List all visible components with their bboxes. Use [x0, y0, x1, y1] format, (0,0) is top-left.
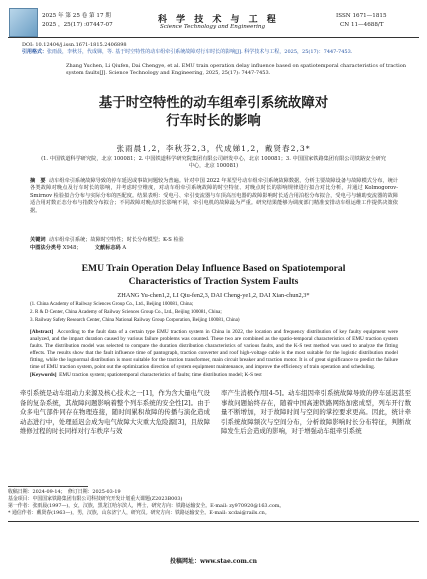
- en-keywords-text: EMU traction system; spatiotemporal characteristics of faults; time distribution model; K-S test: [59, 372, 262, 378]
- footnote-fund: 基金项目：中国国家铁路集团有限公司科技研究开发计划重大课题(Z2023B003): [8, 496, 183, 502]
- header-rule: [8, 37, 419, 38]
- cn-classification: [30, 245, 398, 252]
- en-keywords: [30, 372, 398, 379]
- footnote-received: 收稿日期：2024-09-14； 修订日期：2025-03-19: [8, 489, 121, 495]
- volume-line: 2025 年 第 25 卷 第 17 期: [42, 13, 111, 19]
- en-authors: ZHANG Yu-chen1,2, LI Qiu-fen2,3, DAI Cheng-ye1,2, DAI Xian-chun2,3*: [117, 292, 310, 299]
- doi[interactable]: DOI: 10.12404/j.issn.1671-1815.2406898: [22, 42, 127, 48]
- journal-title-en: Science Technology and Engineering: [160, 24, 266, 30]
- citation-cn: [22, 49, 417, 56]
- en-abstract: [30, 329, 398, 372]
- en-affiliation-2: 2. R & D Center, China Academy of Railway Sciences Group Co., Ltd., Beijing 100081, China;: [30, 310, 222, 315]
- submission-url[interactable]: 投稿网址：www.stae.com.cn: [169, 558, 258, 565]
- cn-title-line2: 行车时长的影响: [166, 113, 261, 129]
- body-left-column: 牵引系统是动车组动力来源及核心技术之一[1]，作为含大量电气设备的复杂系统，其故障问题影响着整个列车系统的安全性[2]。由于众多电气部件同存在物理连接，随时间累积故障的传播与演化造成动态进行中，处理延迟会成为电气故障大灾重大危险源[3]，且故障维修过程的时长同样对行车秩序与效: [20, 389, 210, 436]
- cn-number: CN 11—4688/T: [340, 22, 384, 28]
- cn-affiliations: (1. 中国铁道科学研究院，北京 100081；2. 中国铁道科学研究院集团有限公司研发中心，北京 100081；3. 中国国家铁路集团有限公司铁路安全研究中心，北京 100081): [41, 156, 386, 169]
- en-abstract-text: According to the fault data of a certain type EMU traction system in China in 2022, the location and frequency distribution of key faulty equipment were analyzed, and the impact duration caused by various failure problems was counted. These two are combined as the spatio-temporal characteristics of EMU traction system faults. The distribution model was selected to compare the duration distribution characteristics of various faults, and the K-S test method was used to analyze the fitting effects. The results show that the fault influence time of pantograph, traction converter and roof high-voltage cable is the most suitable for the logistic distribution model fitting, while the lognormal distribution is most suitable for the traction transformer, main circuit breaker and traction motor. It is of great significance to predict the failure time of EMU traction system, point out the optimization direction of system equipment maintenance, and improve the efficiency of train operation and scheduling.: [30, 329, 398, 371]
- journal-title: 科 学 技 术 与 工 程: [158, 15, 279, 25]
- clc-value: X948；: [62, 245, 82, 251]
- cn-keywords: [30, 237, 398, 244]
- doc-code-value: A: [122, 245, 127, 251]
- body-right-column: 率产生消极作用[4-5]。动车组因牵引系统故障导致的停车延迟甚至事故问题始终存在，随着中国高速铁路网络加密成型，列车开行数量不断增加，对于故障时间与空间的掌控要求更高。因此，统计牵引系统故障频次与空间分布，分析故障影响时长分布特征，判断故障发生后会造成的影响，对于增强动车组牵引系统: [221, 389, 411, 436]
- date-line: 2025 ，25(17) :07447-07: [42, 22, 113, 28]
- citation-en: Zhang Yuchen, Li Qiufen, Dai Chengye, et al. EMU train operation delay influence based on spatiotemporal characteristics of traction system faults[J]. Science Technology and Engineering, 2025, 25(17): 7447-7453.: [66, 63, 406, 76]
- citation-label: 引用格式：: [22, 49, 48, 55]
- journal-cover-thumbnail: [9, 8, 38, 37]
- cn-authors: 张雨晨1,2，李秋芬2,3，代成娣1,2，戴贤春2,3*: [116, 144, 311, 153]
- clc-label: 中图法分类号: [30, 245, 62, 251]
- footnote-first-author: 第一作者：张雨晨(1997—)，女，汉族，黑龙江哈尔滨人，博士，研究方向：铁路运输安全。E-mail: zy970920@163.com。: [8, 503, 285, 509]
- cn-abstract-label: 摘 要: [30, 178, 46, 184]
- en-abstract-label: [Abstract]: [30, 329, 54, 335]
- cn-keywords-label: 关键词: [30, 237, 46, 243]
- en-affiliation-3: 3. Railway Safety Research Center, China National Railway Group Corporation, Beijing 100081, China): [30, 318, 240, 323]
- doc-code-label: 文献标志码: [94, 245, 121, 251]
- en-title-line1: EMU Train Operation Delay Influence Based on Spatiotemporal: [81, 263, 346, 274]
- en-keywords-label: [Keywords]: [30, 372, 57, 378]
- cn-title-line1: 基于时空特性的动车组牵引系统故障对: [98, 95, 329, 111]
- cn-keywords-text: 动车组牵引系统；故障时空特性；时长分布模型；K-S 检验: [48, 237, 184, 243]
- citation-cn-text: 张雨晨，李秋芬，代成娣，等. 基于时空特性的动车组牵引系统故障对行车时长的影响[J]. 科学技术与工程，2025，25(17)：7447-7453.: [47, 49, 353, 55]
- issn: ISSN 1671—1815: [336, 13, 387, 19]
- footnote-corresponding-author: * 通信作者：戴贤春(1963—)，男，汉族，山东济宁人，研究员。研究方向：铁路运输安全。E-mail: xcdai@rails.cn。: [8, 510, 270, 516]
- footnote-rule: [8, 486, 88, 487]
- cn-abstract-text: 动车组牵引系统故障导致的停车延迟或事故问题较为普遍。针对中国 2022 年某型号动车组牵引系统故障数据，分析主要故障设备与故障模式分布，统计各类故障对晚点及行车时长的影响，并考虑时空维度，对动车组牵引系统故障的时空特征、对晚点时长的影响规律进行拟合对比分析，并通过 Kolmogorov-Smirnov 检验拟合分布与实际分布的匹配度。结果表明：受电弓、牵引变流器与车顶高压电器的故障影响时长适合用泊松分布拟合，受电弓与辅助变流器的故障适合用对数正态分布与指数分布拟合；不同故障对晚点时长影响不同，牵引电机的故障最为严重。研究结果能够为调度部门精准安排动车组运维工作提供决策依据。: [30, 178, 398, 214]
- en-title-line2: Characteristics of Traction System Faults: [128, 276, 299, 287]
- footer-rule: [8, 521, 419, 522]
- en-affiliation-1: (1. China Academy of Railway Sciences Group Co., Ltd., Beijing 100081, China;: [30, 302, 194, 307]
- cn-abstract: [30, 178, 398, 215]
